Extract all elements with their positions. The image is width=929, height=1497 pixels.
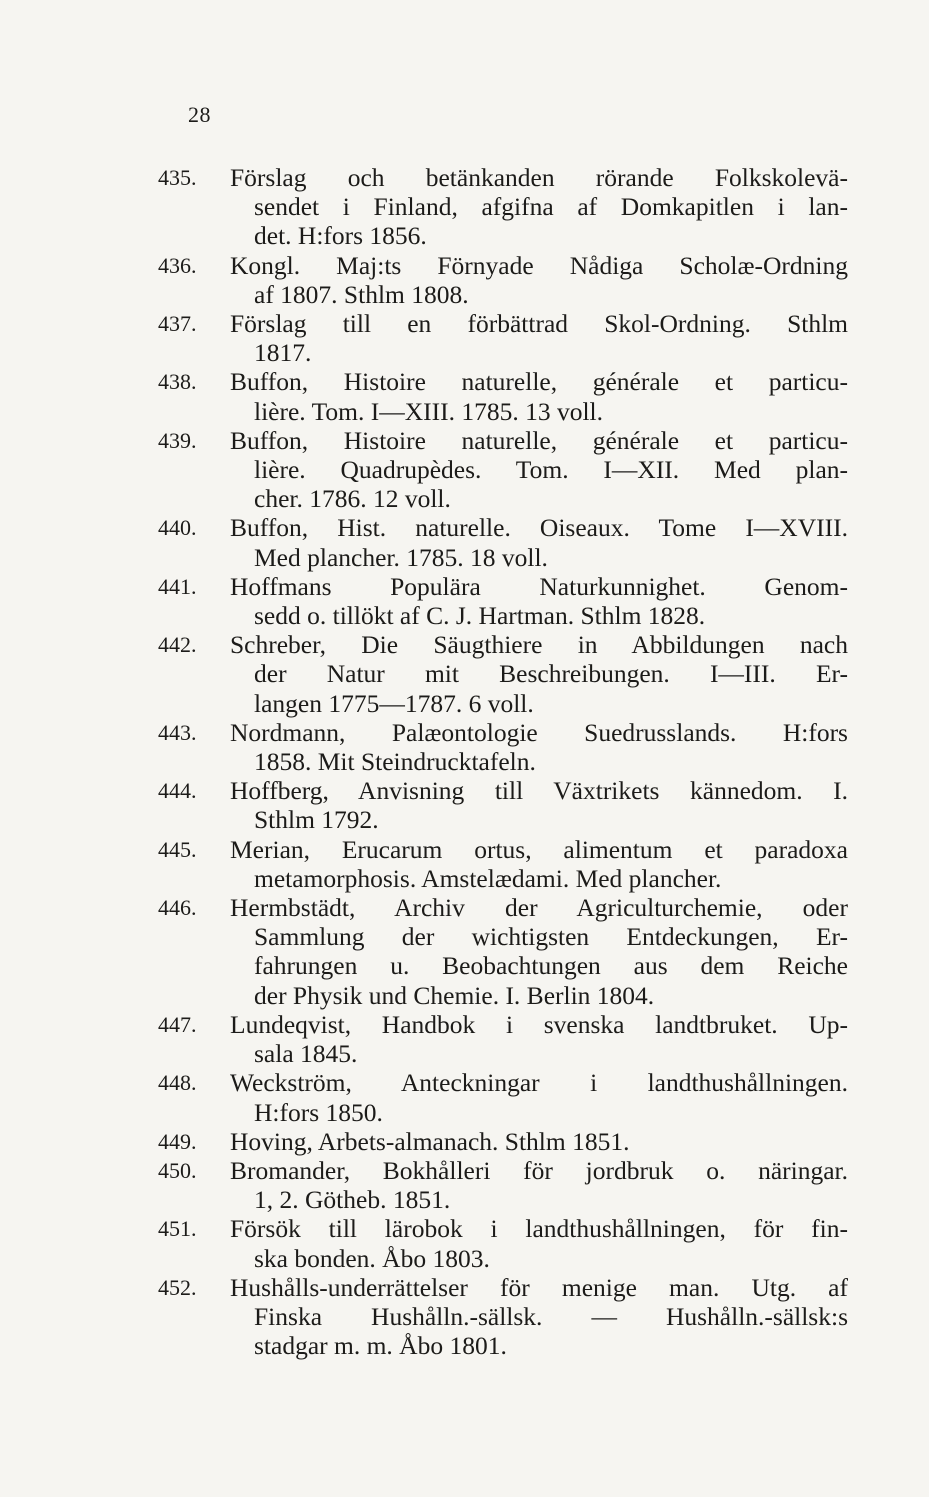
entry-line: 1858. Mit Steindrucktafeln. <box>254 747 536 777</box>
catalog-entry <box>158 163 848 251</box>
entry-line: Hermbstädt, Archiv der Agriculturchemie, oder <box>230 893 848 923</box>
entry-line: af 1807. Sthlm 1808. <box>254 279 469 309</box>
entry-line: langen 1775—1787. 6 voll. <box>254 688 534 718</box>
entry-number: 443. <box>158 719 197 745</box>
catalog-entry <box>158 1010 848 1068</box>
catalog-entry <box>158 367 848 425</box>
catalog-entry <box>158 309 848 367</box>
entry-text <box>230 1273 848 1361</box>
entry-text <box>230 251 848 309</box>
entry-text <box>230 572 848 630</box>
catalog-entry <box>158 893 848 1010</box>
entry-text <box>230 367 848 425</box>
entry-line: Förslag till en förbättrad Skol-Ordning. Sthlm <box>230 309 848 339</box>
catalog-entry <box>158 1214 848 1272</box>
entry-number: 436. <box>158 252 197 278</box>
entry-number: 445. <box>158 836 197 862</box>
entry-text <box>230 426 848 514</box>
entry-line: ska bonden. Åbo 1803. <box>254 1243 490 1273</box>
catalog-entry <box>158 1156 848 1214</box>
entry-line: metamorphosis. Amstelædami. Med plancher. <box>254 863 722 893</box>
entry-number: 448. <box>158 1070 197 1096</box>
entry-text <box>230 630 848 718</box>
entry-text <box>230 1010 848 1068</box>
entry-line: stadgar m. m. Åbo 1801. <box>254 1331 507 1361</box>
entry-line: Finska Hushålln.-sällsk. — Hushålln.-sällsk:s <box>254 1301 848 1331</box>
entry-line: Hoving, Arbets-almanach. Sthlm 1851. <box>230 1126 630 1156</box>
entry-line: det. H:fors 1856. <box>254 221 427 251</box>
entry-line: 1817. <box>254 338 312 368</box>
catalog-entry <box>158 835 848 893</box>
entry-line: Kongl. Maj:ts Förnyade Nådiga Scholæ-Ordning <box>230 250 848 280</box>
entry-number: 439. <box>158 427 197 453</box>
entry-line: sedd o. tillökt af C. J. Hartman. Sthlm 1828. <box>254 601 706 631</box>
entry-line: der Physik und Chemie. I. Berlin 1804. <box>254 980 655 1010</box>
catalog-entry <box>158 426 848 514</box>
entry-line: Nordmann, Palæontologie Suedrusslands. H:fors <box>230 717 848 747</box>
catalog-entry <box>158 1127 848 1156</box>
entry-text <box>230 513 848 571</box>
entry-line: sala 1845. <box>254 1039 358 1069</box>
page-number: 28 <box>188 102 211 127</box>
entry-line: der Natur mit Beschreibungen. I—III. Er- <box>254 659 848 689</box>
catalog-entry <box>158 513 848 571</box>
entry-line: Sthlm 1792. <box>254 805 379 835</box>
entry-line: Sammlung der wichtigsten Entdeckungen, Er- <box>254 922 848 952</box>
entry-line: sendet i Finland, afgifna af Domkapitlen i lan- <box>254 192 848 222</box>
entry-line: 1, 2. Götheb. 1851. <box>254 1185 451 1215</box>
catalog-entry <box>158 1273 848 1361</box>
entry-text <box>230 1214 848 1272</box>
catalog-entry <box>158 572 848 630</box>
entry-line: cher. 1786. 12 voll. <box>254 484 451 514</box>
entry-line: Försök till lärobok i landthushållningen, för fin- <box>230 1214 848 1244</box>
catalog-entry <box>158 630 848 718</box>
entry-text <box>230 163 848 251</box>
entry-line: Förslag och betänkanden rörande Folkskolevä- <box>230 163 848 192</box>
entry-text <box>230 1127 848 1156</box>
entry-line: lière. Tom. I—XIII. 1785. 13 voll. <box>254 396 604 426</box>
entry-line: lière. Quadrupèdes. Tom. I—XII. Med plan- <box>254 455 848 485</box>
entry-text <box>230 718 848 776</box>
entry-text <box>230 893 848 1010</box>
entry-number: 438. <box>158 369 197 395</box>
entry-number: 446. <box>158 895 197 921</box>
entry-line: Buffon, Histoire naturelle, générale et particu- <box>230 425 848 455</box>
entry-text <box>230 835 848 893</box>
entry-line: Med plancher. 1785. 18 voll. <box>254 542 548 572</box>
entry-number: 435. <box>158 165 197 190</box>
entry-number: 450. <box>158 1157 197 1183</box>
entry-line: Hoffmans Populära Naturkunnighet. Genom- <box>230 571 848 601</box>
catalog-list <box>158 163 848 1360</box>
entry-number: 447. <box>158 1011 197 1037</box>
entry-line: fahrungen u. Beobachtungen aus dem Reiche <box>254 951 848 981</box>
entry-line: Merian, Erucarum ortus, alimentum et paradoxa <box>230 834 848 864</box>
entry-number: 441. <box>158 573 197 599</box>
entry-text <box>230 776 848 834</box>
entry-line: H:fors 1850. <box>254 1097 383 1127</box>
entry-line: Weckström, Anteckningar i landthushållningen. <box>230 1068 848 1098</box>
entry-line: Buffon, Hist. naturelle. Oiseaux. Tome I—XVIII. <box>230 513 848 543</box>
entry-number: 449. <box>158 1128 197 1154</box>
entry-number: 442. <box>158 632 197 658</box>
entry-number: 451. <box>158 1216 197 1242</box>
entry-line: Hushålls-underrättelser för menige man. Utg. af <box>230 1272 848 1302</box>
entry-number: 440. <box>158 515 197 541</box>
entry-line: Bromander, Bokhålleri för jordbruk o. näringar. <box>230 1155 848 1185</box>
catalog-entry <box>158 1068 848 1126</box>
entry-line: Schreber, Die Säugthiere in Abbildungen nach <box>230 630 848 660</box>
entry-number: 452. <box>158 1274 197 1300</box>
entry-text <box>230 1068 848 1126</box>
entry-line: Buffon, Histoire naturelle, générale et particu- <box>230 367 848 397</box>
entry-number: 437. <box>158 311 197 337</box>
entry-text <box>230 1156 848 1214</box>
catalog-entry <box>158 776 848 834</box>
catalog-entry <box>158 718 848 776</box>
entry-line: Lundeqvist, Handbok i svenska landtbruket. Up- <box>230 1009 848 1039</box>
catalog-entry <box>158 251 848 309</box>
entry-number: 444. <box>158 778 197 804</box>
entry-text <box>230 309 848 367</box>
entry-line: Hoffberg, Anvisning till Växtrikets kännedom. I. <box>230 776 848 806</box>
